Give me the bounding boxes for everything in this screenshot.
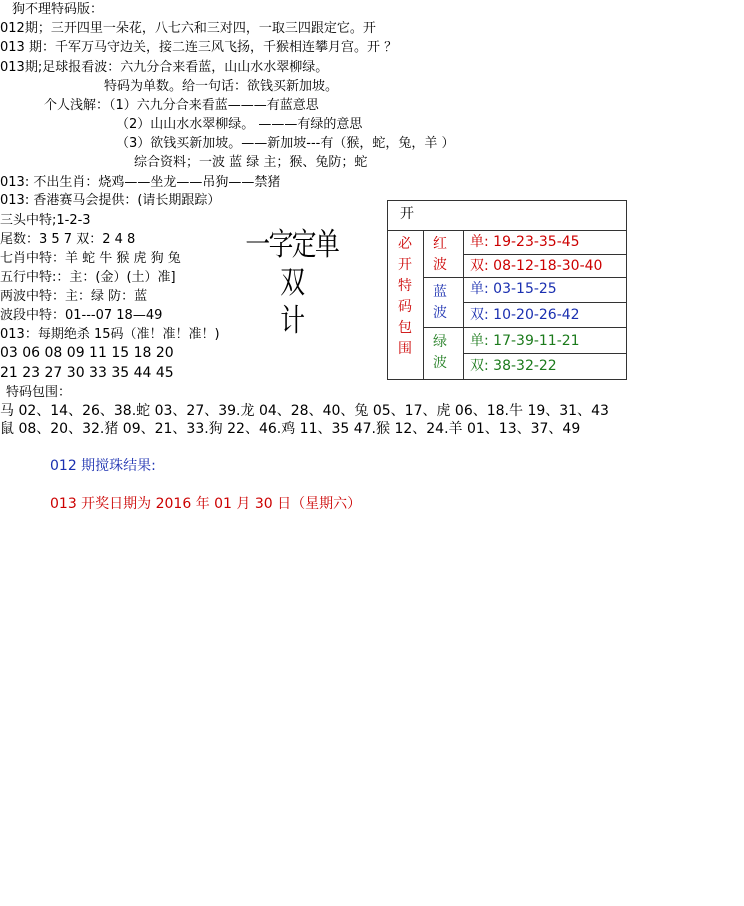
green-odd-numbers: 单: 17-39-11-21 (470, 333, 580, 349)
tema-line: 特码为单数。给一句话：欲钱买新加坡。 (104, 79, 339, 94)
green-even-numbers: 双: 38-32-22 (470, 358, 557, 374)
wave-table-head-label: 开 (400, 206, 414, 222)
seven-zodiac-line: 七肖中特：羊 蛇 牛 猴 虎 狗 兔 (0, 251, 181, 266)
blue-odd-numbers: 单: 03-15-25 (470, 281, 557, 297)
blue-even-numbers: 双: 10-20-26-42 (470, 307, 580, 323)
draw-date-013: 013 开奖日期为 2016 年 01 月 30 日（星期六） (50, 496, 362, 512)
personal-reading-1: 个人浅解：（1）六九分合来看蓝———有蓝意思 (44, 98, 319, 113)
wave-green (423, 328, 464, 379)
wave-segment-line: 波段中特：01---07 18—49 (0, 308, 163, 323)
red-odd-numbers: 单: 19-23-35-45 (470, 234, 580, 250)
personal-reading-2: （2）山山水水翠柳绿。 ———有绿的意思 (116, 117, 363, 132)
hk-jockey-line: 013: 香港赛马会提供：(请长期跟踪） (0, 193, 221, 208)
kill-numbers-row-2: 21 23 27 30 33 35 44 45 (0, 365, 174, 381)
title-art-line-2: 计 (280, 303, 304, 339)
line-013-a: 013 期：千军万马守边关，接二连三风飞扬，千猴相连攀月宫。开 ？ (0, 40, 398, 55)
page-header: 狗不理特码版： (12, 2, 104, 17)
line-012: 012期；三开四里一朵花，八七六和三对四，一取三四跟定它。开 (0, 21, 376, 36)
wave-green-label: 绿波 (433, 334, 447, 371)
wave-blue (423, 278, 464, 327)
kill-15-line: 013：每期绝杀 15码（准！准！准！) (0, 327, 220, 342)
red-even-numbers: 双: 08-12-18-30-40 (470, 258, 603, 274)
result-012: 012 期搅珠结果: (50, 458, 156, 474)
five-elements-line: 五行中特:：主：(金）(土）准] (0, 270, 176, 285)
tail-numbers-line: 尾数：3 5 7 双：2 4 8 (0, 232, 136, 247)
title-art (243, 226, 341, 340)
wave-table-side-label: 必开特码包围 (398, 236, 412, 357)
wave-red-label: 红波 (433, 236, 447, 273)
title-art-line-1: 一字定单双 (245, 227, 339, 301)
wave-table-side (388, 230, 424, 379)
surround-row-1: 马 02、14、26、38.蛇 03、27、39.龙 04、28、40、兔 05、17、虎 06、18.牛 19、31、43 (0, 403, 609, 419)
not-out-zodiac: 013: 不出生肖：烧鸡——坐龙——吊狗——禁猪 (0, 175, 281, 190)
two-waves-line: 两波中特：主：绿 防：蓝 (0, 289, 148, 304)
wave-red (423, 230, 464, 277)
wave-table (387, 200, 627, 380)
wave-blue-label: 蓝波 (433, 284, 447, 321)
surround-row-2: 鼠 08、20、32.猪 09、21、33.狗 22、46.鸡 11、35 47.猴 12、24.羊 01、13、37、49 (0, 421, 581, 437)
wave-table-header (388, 201, 626, 231)
top-three-line: 三头中特;1-2-3 (0, 213, 91, 228)
surround-title: 特码包围： (6, 385, 72, 400)
line-013-b: 013期;足球报看波：六九分合来看蓝，山山水水翠柳绿。 (0, 60, 329, 75)
kill-numbers-row-1: 03 06 08 09 11 15 18 20 (0, 345, 174, 361)
summary-line: 综合资料；一波 蓝 绿 主；猴、兔防；蛇 (134, 155, 368, 170)
divider (423, 327, 626, 328)
personal-reading-3: （3）欲钱买新加坡。——新加坡---有（猴，蛇，兔，羊 ） (116, 136, 455, 151)
